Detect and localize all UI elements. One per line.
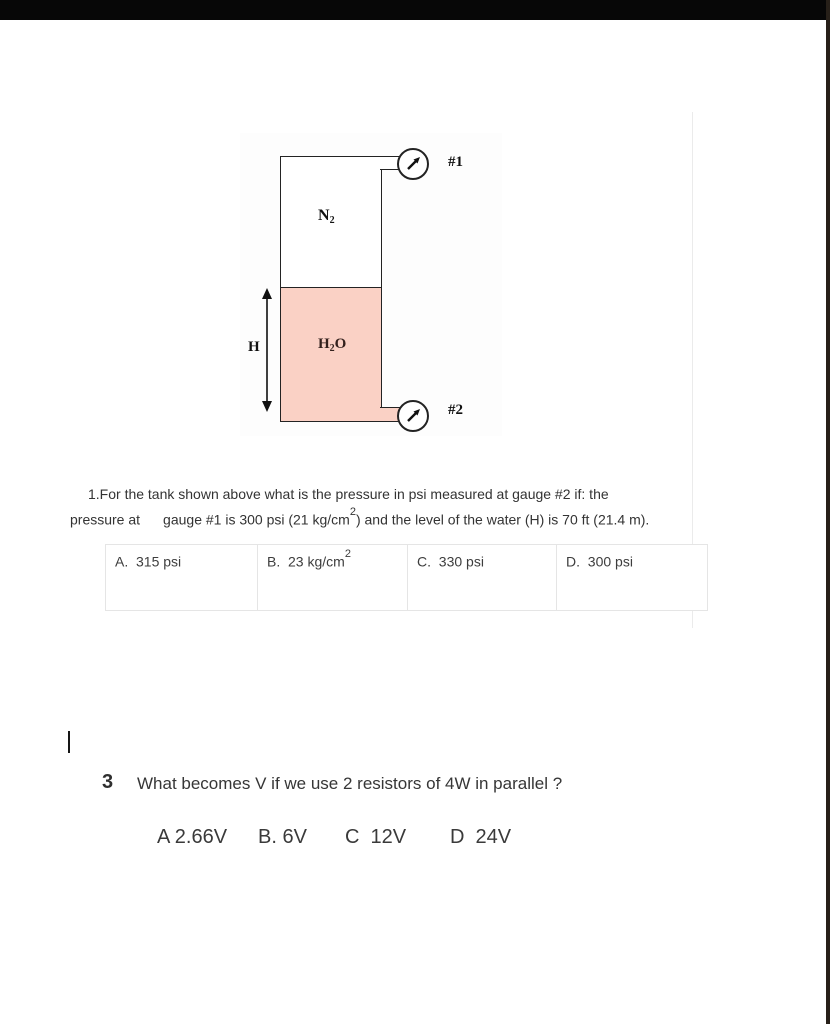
question-1-line2: pressure at gauge #1 is 300 psi (21 $kg/cm^2$) and the level of the water (H) is 70 ft (21.4 m). xyxy=(70,506,650,528)
water-region xyxy=(281,287,381,421)
nitrogen-label: $N_2$ xyxy=(318,207,335,226)
gauge-needle-icon xyxy=(399,150,427,178)
option-c-cell[interactable]: C. 330 psi xyxy=(407,545,556,610)
option-a-cell[interactable]: A. 315 psi xyxy=(115,553,182,570)
q3-answer-d[interactable]: D 24V xyxy=(450,826,512,848)
question-3-text: What becomes V if we use 2 resistors of 4W in parallel ? xyxy=(137,774,563,793)
water-label: $H_2O$ xyxy=(318,336,347,354)
option-d-cell[interactable]: D. 300 psi xyxy=(556,545,707,610)
tank-outline xyxy=(280,156,382,422)
q3-answer-c[interactable]: C 12V xyxy=(345,826,407,848)
question-1-line1: 1.For the tank shown above what is the pressure in psi measured at gauge #2 if: the xyxy=(88,486,609,502)
q3-answer-a[interactable]: A 2.66V xyxy=(157,826,228,848)
gauge1-label: #1 xyxy=(448,154,463,170)
pressure-gauge-1 xyxy=(397,148,429,180)
tank-diagram xyxy=(240,133,502,436)
right-edge-strip xyxy=(826,0,830,1024)
height-double-arrow xyxy=(260,288,274,412)
height-label: H xyxy=(248,339,260,355)
question-3-number: 3 xyxy=(102,771,114,793)
gauge2-label: #2 xyxy=(448,402,463,418)
pressure-gauge-2 xyxy=(397,400,429,432)
q3-answer-b[interactable]: B. 6V xyxy=(258,826,307,848)
top-black-bar xyxy=(0,0,830,20)
q1-options-table xyxy=(105,544,708,611)
gauge-needle-icon xyxy=(399,402,427,430)
text-cursor xyxy=(68,731,70,753)
question-1 xyxy=(70,483,670,531)
option-b-cell[interactable]: B. 23 $kg/cm^2$ xyxy=(257,545,407,610)
